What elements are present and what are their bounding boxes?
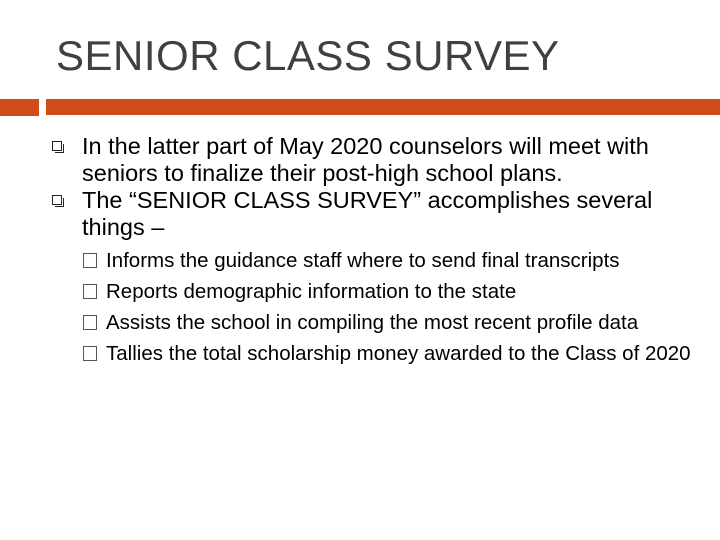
- bullet-text: In the latter part of May 2020 counselors will meet with seniors to finalize their post-high school plans.: [82, 133, 649, 186]
- vertical-divider: [40, 96, 42, 540]
- square-bullet-icon: [52, 141, 62, 151]
- slide-body: [46, 133, 696, 373]
- bullet-text: The “SENIOR CLASS SURVEY” accomplishes several things –: [82, 187, 653, 240]
- checkbox-bullet-icon: [83, 315, 97, 330]
- title-rule-left-accent: [0, 99, 39, 116]
- sub-bullet-text: Assists the school in compiling the most recent profile data: [106, 311, 639, 334]
- slide-title: SENIOR CLASS SURVEY: [56, 32, 560, 79]
- checkbox-bullet-icon: [83, 284, 97, 299]
- bullet-item: [46, 187, 696, 241]
- sub-bullet-text: Informs the guidance staff where to send final transcripts: [106, 249, 620, 272]
- checkbox-bullet-icon: [83, 346, 97, 361]
- sub-bullet-text: Tallies the total scholarship money awarded to the Class of 2020: [106, 342, 691, 365]
- sub-bullet-item: [46, 280, 696, 304]
- title-rule-accent: [46, 99, 720, 115]
- sub-bullet-text: Reports demographic information to the state: [106, 280, 517, 303]
- sub-bullet-item: [46, 342, 696, 366]
- square-bullet-icon: [52, 195, 62, 205]
- sub-bullet-item: [46, 249, 696, 273]
- sub-bullet-item: [46, 311, 696, 335]
- bullet-item: [46, 133, 696, 187]
- checkbox-bullet-icon: [83, 253, 97, 268]
- sub-bullet-list: [46, 249, 696, 366]
